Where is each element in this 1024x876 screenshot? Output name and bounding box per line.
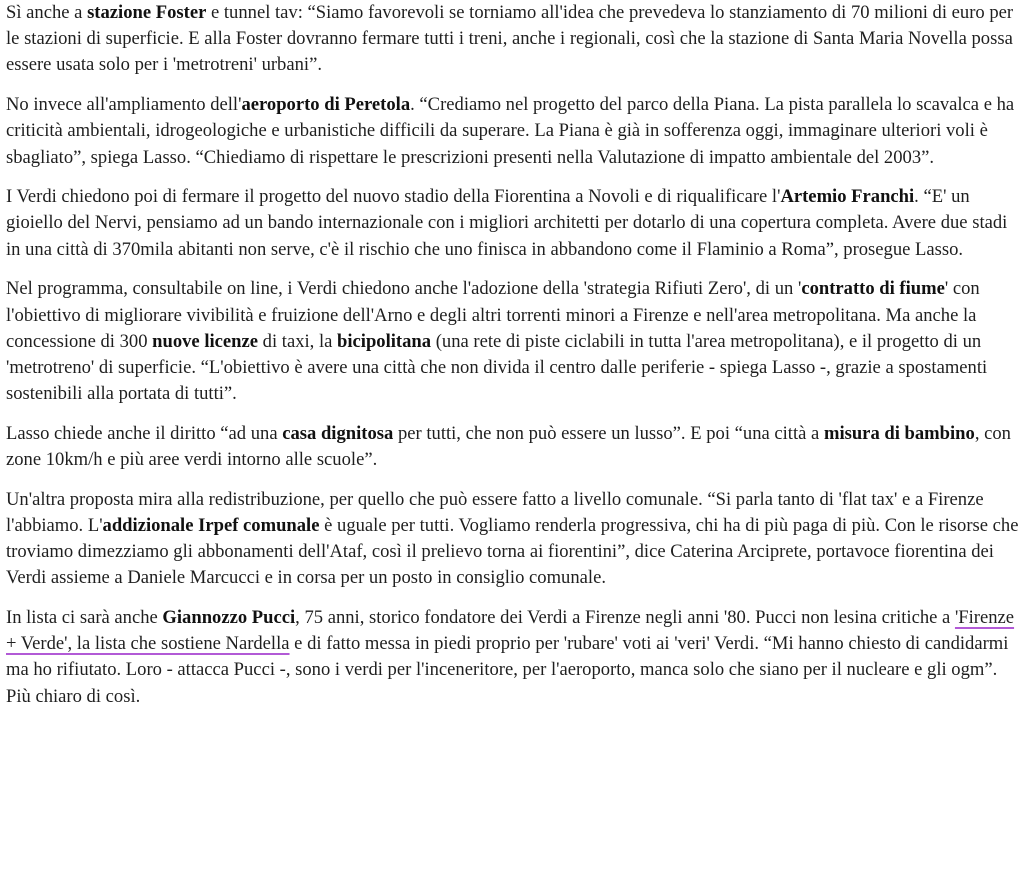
- bold-bicipolitana: bicipolitana: [337, 330, 432, 352]
- article-body: [6, 0, 1020, 723]
- link-firenze-piu-verde[interactable]: 'Firenze + Verde', la lista che sostiene Nardella: [6, 607, 1015, 655]
- bold-artemio-franchi: Artemio Franchi: [780, 186, 915, 208]
- paragraph-casa-dignitosa: [6, 421, 1020, 473]
- text-segment: ' con l'obiettivo di migliorare vivibilità e fruizione dell'Arno e degli altri torrenti minori a Firenze e nell'area metropolitana. Ma anche la concessione di 300: [6, 278, 980, 352]
- bold-giannozzo-pucci: Giannozzo Pucci: [162, 607, 296, 629]
- text-segment: , 75 anni, storico fondatore dei Verdi a Firenze negli anni '80. Pucci non lesina critiche a: [295, 607, 955, 629]
- text-segment: (una rete di piste ciclabili in tutta l'area metropolitana), e il progetto di un 'metrotreno' di superficie. “L'obiettivo è avere una città che non divida il centro dalle periferie - spiega Lasso -, grazie a spostamenti sostenibili alla portata di tutti”.: [6, 330, 988, 405]
- paragraph-redistribuzione: [6, 487, 1020, 592]
- bold-misura-di-bambino: misura di bambino: [823, 422, 975, 444]
- text-segment: I Verdi chiedono poi di fermare il progetto del nuovo stadio della Fiorentina a Novoli e di riqualificare l': [6, 186, 781, 208]
- text-segment: per tutti, che non può essere un lusso”. E poi “una città a: [393, 422, 824, 444]
- paragraph-giannozzo-pucci: [6, 605, 1020, 710]
- text-segment: Lasso chiede anche il diritto “ad una: [6, 422, 283, 444]
- text-segment: e di fatto messa in piedi proprio per 'rubare' voti ai 'veri' Verdi. “Mi hanno chiesto di candidarmi ma ho rifiutato. Loro - attacca Pucci -, sono i verdi per l'inceneritore, per l'aeroporto, manca solo che siano per il nucleare e gli ogm”. Più chiaro di così.: [6, 633, 1009, 707]
- bold-stazione-foster: stazione Foster: [87, 2, 207, 23]
- paragraph-programma: [6, 276, 1020, 407]
- paragraph-artemio-franchi: [6, 184, 1020, 263]
- text-segment: di taxi, la: [258, 330, 338, 352]
- paragraph-stazione-foster: [6, 0, 1020, 79]
- text-segment: In lista ci sarà anche: [6, 607, 163, 629]
- text-segment: e tunnel tav: “Siamo favorevoli se torniamo all'idea che prevedeva lo stanziamento di 70 milioni di euro per le stazioni di superficie. E alla Foster dovranno fermare tutti i treni, anche i regionali, così che la stazione di Santa Maria Novella possa essere usata solo per i 'metrotreni' urbani”.: [6, 2, 1014, 76]
- text-segment: Un'altra proposta mira alla redistribuzione, per quello che può essere fatto a livello comunale. “Si parla tanto di 'flat tax' e a Firenze l'abbiamo. L': [6, 488, 984, 536]
- bold-contratto-di-fiume: contratto di fiume: [801, 278, 945, 300]
- paragraph-aeroporto-peretola: [6, 92, 1020, 171]
- text-segment: , con zone 10km/h e più aree verdi intorno alle scuole”.: [6, 422, 1011, 471]
- bold-addizionale-irpef: addizionale Irpef comunale: [102, 514, 320, 536]
- text-segment: Sì anche a: [6, 2, 88, 23]
- bold-casa-dignitosa: casa dignitosa: [282, 422, 394, 444]
- text-segment: . “Crediamo nel progetto del parco della Piana. La pista parallela lo scavalca e ha criticità ambientali, idrogeologiche e urbanistiche difficili da superare. La Piana è già in sofferenza oggi, immaginare ulteriori voli è sbagliato”, spiega Lasso. “Chiediamo di rispettare le prescrizioni presenti nella Valutazione di impatto ambientale del 2003”.: [6, 94, 1015, 168]
- text-segment: è uguale per tutti. Vogliamo renderla progressiva, chi ha di più paga di più. Con le risorse che troviamo dimezziamo gli abbonamenti dell'Ataf, così il prelievo torna ai fiorentini”, dice Caterina Arciprete, portavoce fiorentina dei Verdi assieme a Daniele Marcucci e in corsa per un posto in consiglio comunale.: [6, 514, 1019, 589]
- text-segment: Nel programma, consultabile on line, i Verdi chiedono anche l'adozione della 'strategia Rifiuti Zero', di un ': [6, 278, 802, 300]
- text-segment: . “E' un gioiello del Nervi, pensiamo ad un bando internazionale con i migliori architetti per dotarlo di una copertura completa. Avere due stadi in una città di 370mila abitanti non serve, c'è il rischio che uno finisca in abbandono come il Flaminio a Roma”, prosegue Lasso.: [6, 186, 1008, 260]
- bold-nuove-licenze: nuove licenze: [152, 330, 259, 352]
- text-segment: No invece all'ampliamento dell': [6, 94, 242, 116]
- bold-aeroporto-peretola: aeroporto di Peretola: [241, 94, 411, 116]
